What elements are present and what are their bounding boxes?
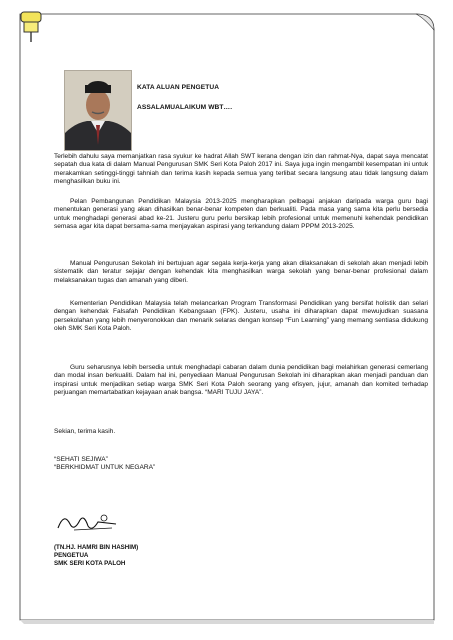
closing-thanks: Sekian, terima kasih. xyxy=(54,428,116,435)
paragraph-teachers: Guru seharusnya lebih bersedia untuk menghadapi cabaran dalam dunia pendidikan bagi melahirkan generasi cemerlang dan modal insan berkualiti. Dalam hal ini, penyediaan Manual Pengurusan Sekolah ini diharapkan akan menjadi panduan dan inspirasi untuk menjadikan setiap warga SMK Seri Kota Paloh seorang yang efisyen, jujur, amanah dan komited terhadap perjuangan memartabatkan kejayaan anak bangsa. “MARI TUJU JAYA”. xyxy=(54,364,428,396)
document-page xyxy=(14,8,442,628)
section-title: KATA ALUAN PENGETUA xyxy=(137,84,220,91)
signatory-name: (TN.HJ. HAMRI BIN HASHIM) xyxy=(54,544,139,551)
portrait-image xyxy=(65,71,131,150)
paragraph-manual-purpose: Manual Pengurusan Sekolah ini bertujuan agar segala kerja-kerja yang akan dilaksanakan di sekolah akan menjadi lebih sistematik dan teratur sejajar dengan kehendak kita menghasilkan warga sekolah yang benar-benar profesional dalam melaksanakan tugas dan amanah yang diberi. xyxy=(54,260,428,284)
motto-line-2: “BERKHIDMAT UNTUK NEGARA” xyxy=(54,464,156,471)
signature-image xyxy=(54,506,124,536)
signatory-school: SMK SERI KOTA PALOH xyxy=(54,560,126,567)
paragraph-intro: Terlebih dahulu saya memanjatkan rasa syukur ke hadrat Allah SWT kerana dengan izin dan rahmat-Nya, dapat saya mencatat sepatah dua kata di dalam Manual Pengurusan SMK Seri Kota Paloh 2017 ini. Saya juga ingin mengambil kesempatan ini untuk merakamkan setinggi-tinggi tahniah dan terima kasih kepada semua yang terlibat secara langsung atau tidak langsung dalam menghasilkan buku ini. xyxy=(54,153,428,185)
motto-line-1: “SEHATI SEJIWA” xyxy=(54,456,108,463)
principal-photo xyxy=(64,70,132,151)
paragraph-transformation: Kementerian Pendidikan Malaysia telah melancarkan Program Transformasi Pendidikan yang bersifat holistik dan selari dengan kehendak Falsafah Pendidikan Kebangsaan (FPK). Justeru, usaha ini diharapkan dapat mewujudkan suasana persekolahan yang lebih menyeronokkan dan menarik selaras dengan konsep “Fun Learning” yang memang sentiasa didukung oleh SMK Seri Kota Paloh. xyxy=(54,300,428,332)
greeting: ASSALAMUALAIKUM WBT…. xyxy=(137,104,233,111)
paragraph-pppm: Pelan Pembangunan Pendidikan Malaysia 2013-2025 mengharapkan pelbagai anjakan daripada warga guru bagi menentukan generasi yang akan dihasilkan benar-benar kompeten dan berkualiti. Pada masa yang sama kita perlu bersedia untuk menghadapi generasi abad ke-21. Justeru guru perlu bersikap lebih profesional untuk memenuhi kehendak pendidikan semasa agar kita dapat bersama-sama menjayakan aspirasi yang terkandung dalam PPPM 2013-2025. xyxy=(54,198,428,230)
pushpin-icon xyxy=(18,10,44,44)
signatory-position: PENGETUA xyxy=(54,552,89,559)
